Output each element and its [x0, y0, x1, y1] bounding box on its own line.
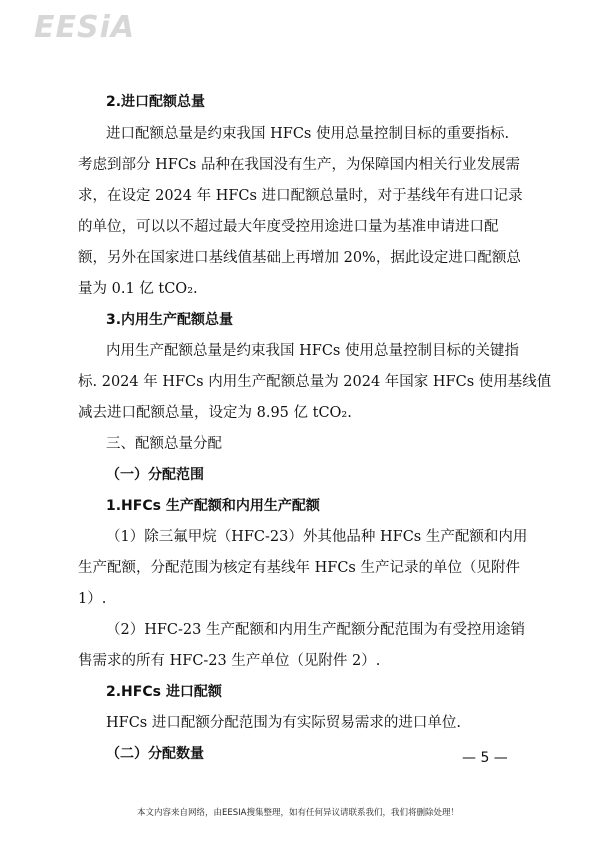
paragraph-line: （2）HFC-23 生产配额和内用生产配额分配范围为有受控用途销: [106, 622, 525, 638]
paragraph-line: 生产配额，分配范围为核定有基线年 HFCs 生产记录的单位（见附件: [78, 560, 520, 576]
eesia-logo: EESiA: [34, 10, 136, 45]
paragraph-line: HFCs 进口配额分配范围为有实际贸易需求的进口单位.: [106, 715, 461, 731]
paragraph-line: 内用生产配额总量是约束我国 HFCs 使用总量控制目标的关键指: [106, 343, 519, 359]
paragraph-line: 售需求的所有 HFC-23 生产单位（见附件 2）.: [78, 653, 381, 669]
paragraph-line: 额，另外在国家进口基线值基础上再增加 20%，据此设定进口配额总: [78, 250, 521, 266]
paragraph-line: 进口配额总量是约束我国 HFCs 使用总量控制目标的重要指标.: [106, 126, 510, 142]
paragraph-line: 标. 2024 年 HFCs 内用生产配额总量为 2024 年国家 HFCs 使用基线值: [78, 374, 552, 390]
subsection-heading-quantity: （二）分配数量: [106, 746, 204, 762]
section-heading-import-quota: 2.进口配额总量: [106, 94, 206, 110]
chapter-heading: 三、配额总量分配: [106, 436, 222, 452]
section-heading-domestic-quota: 3.内用生产配额总量: [106, 312, 234, 328]
footer-note: 本文内容来自网络，由EESIA搜集整理，如有任何异议请联系我们，我们将删除处理！: [137, 808, 459, 818]
section-heading-hfcs-import-quota: 2.HFCs 进口配额: [106, 684, 222, 700]
paragraph-line: 量为 0.1 亿 tCO₂.: [78, 281, 198, 297]
subsection-heading-scope: （一）分配范围: [106, 467, 204, 483]
paragraph-line: 考虑到部分 HFCs 品种在我国没有生产，为保障国内相关行业发展需: [78, 157, 520, 173]
paragraph-line: 求，在设定 2024 年 HFCs 进口配额总量时，对于基线年有进口记录: [78, 188, 523, 204]
paragraph-line: 1）.: [78, 591, 107, 607]
paragraph-line: （1）除三氟甲烷（HFC-23）外其他品种 HFCs 生产配额和内用: [106, 529, 528, 545]
section-heading-production-quota: 1.HFCs 生产配额和内用生产配额: [106, 498, 320, 514]
page-number: — 5 —: [462, 750, 508, 766]
paragraph-line: 的单位，可以以不超过最大年度受控用途进口量为基准申请进口配: [78, 219, 499, 235]
paragraph-line: 减去进口配额总量，设定为 8.95 亿 tCO₂.: [78, 405, 352, 421]
